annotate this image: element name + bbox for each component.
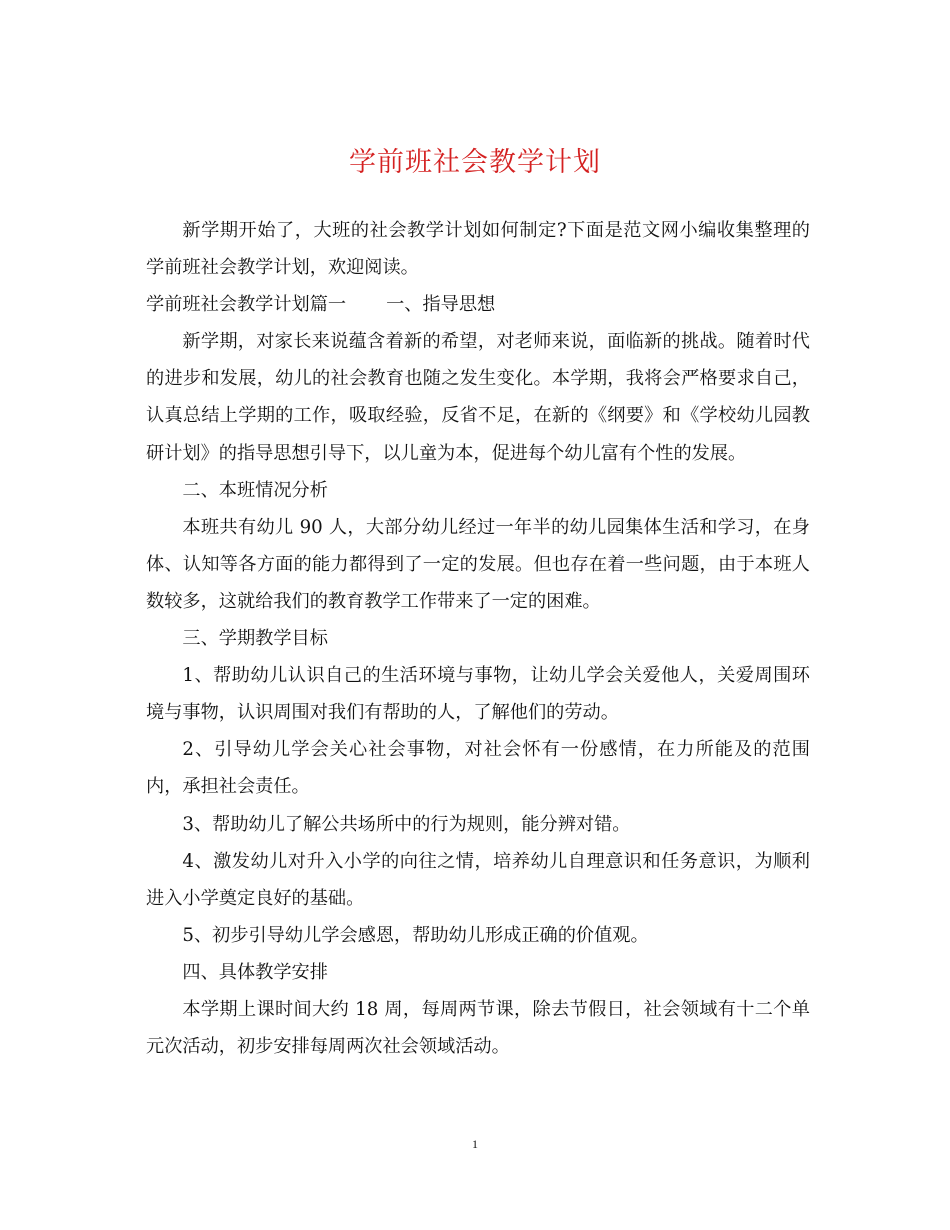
schedule-paragraph: 本学期上课时间大约 18 周，每周两节课，除去节假日，社会领域有十二个单元次活动，初步安排每周两次社会领域活动。: [146, 998, 810, 1058]
section-heading-goals: 三、学期教学目标: [182, 628, 328, 650]
guiding-ideas-paragraph: 新学期，对家长来说蕴含着新的希望，对老师来说，面临新的挑战。随着时代的进步和发展，幼儿的社会教育也随之发生变化。本学期，我将会严格要求自己，认真总结上学期的工作，吸取经验，反省不足，在新的《纲要》和《学校幼儿园教研计划》的指导思想引导下，以儿童为本，促进每个幼儿富有个性的发展。: [146, 331, 810, 464]
goal-item-3: 3、帮助幼儿了解公共场所中的行为规则，能分辨对错。: [182, 813, 631, 835]
section-heading-class-analysis: 二、本班情况分析: [182, 479, 328, 501]
goal-item-4: 4、激发幼儿对升入小学的向往之情，培养幼儿自理意识和任务意识，为顺利进入小学奠定良好的基础。: [146, 850, 810, 909]
section-heading-schedule: 四、具体教学安排: [182, 961, 328, 983]
class-analysis-paragraph: 本班共有幼儿 90 人，大部分幼儿经过一年半的幼儿园集体生活和学习，在身体、认知等各方面的能力都得到了一定的发展。但也存在着一些问题，由于本班人数较多，这就给我们的教育教学工作带来了一定的困难。: [146, 516, 810, 612]
document-title: 学前班社会教学计划: [349, 147, 601, 178]
goal-item-1: 1、帮助幼儿认识自己的生活环境与事物，让幼儿学会关爱他人，关爱周围环境与事物，认识周围对我们有帮助的人，了解他们的劳动。: [146, 665, 810, 724]
intro-paragraph: 新学期开始了，大班的社会教学计划如何制定?下面是范文网小编收集整理的学前班社会教学计划，欢迎阅读。: [146, 220, 810, 279]
section-heading-guiding-ideas: 一、指导思想: [386, 294, 496, 316]
goal-item-5: 5、初步引导幼儿学会感恩，帮助幼儿形成正确的价值观。: [182, 924, 649, 946]
section-heading-line: [146, 286, 810, 323]
goal-item-2: 2、引导幼儿学会关心社会事物，对社会怀有一份感情，在力所能及的范围内，承担社会责任。: [146, 739, 810, 798]
plan-part-label: 学前班社会教学计划篇一: [146, 294, 347, 316]
document-body: [146, 212, 810, 1065]
page-number: 1: [472, 1137, 478, 1151]
